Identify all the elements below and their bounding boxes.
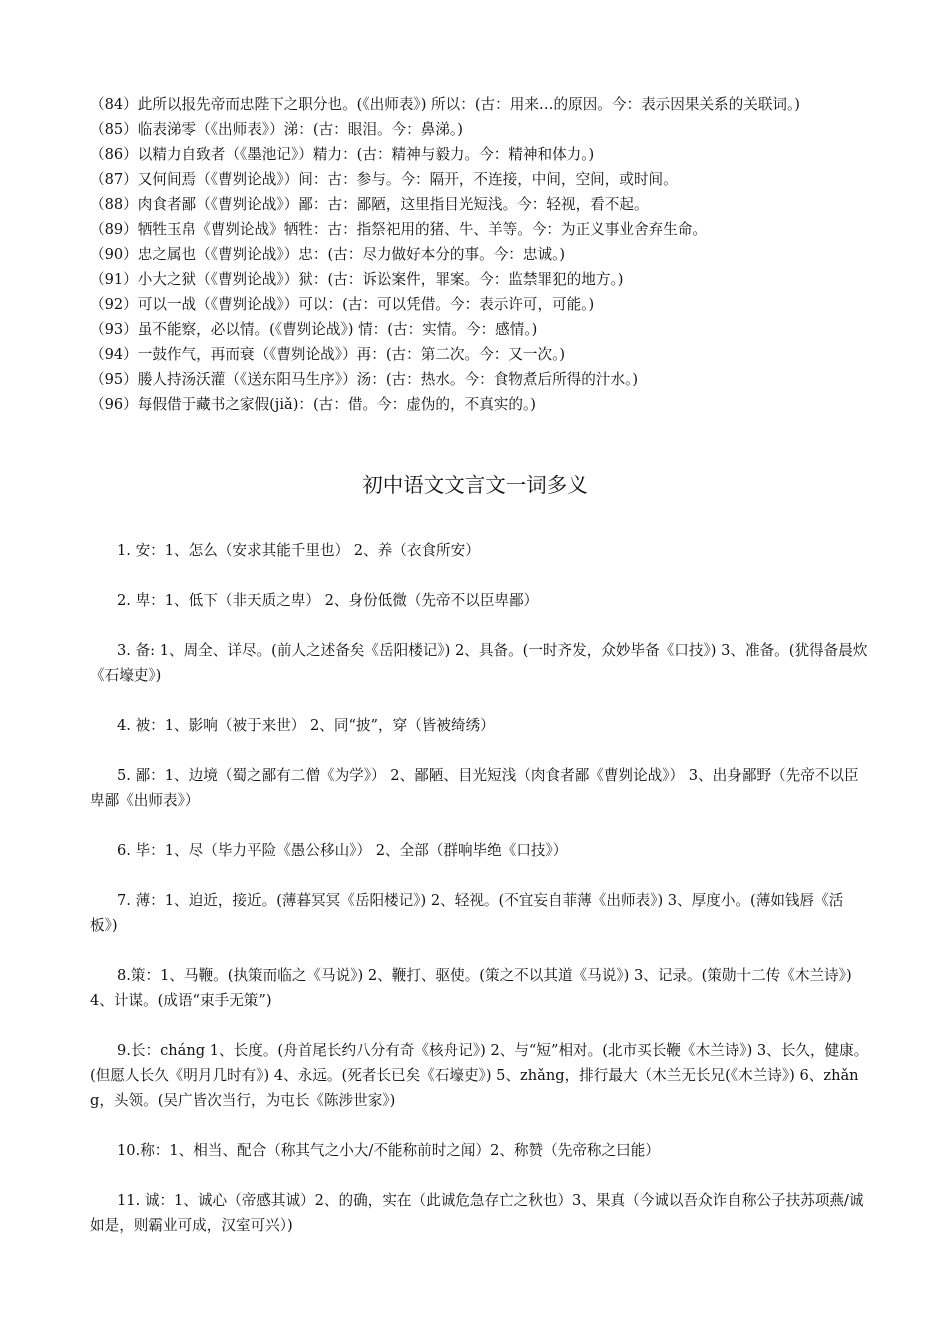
list-item: （86）以精力自致者（《墨池记》）精力：(古：精神与毅力。今：精神和体力。)	[90, 146, 595, 163]
list-item: 4. 被：1、影响（被于来世） 2、同“披”，穿（皆被绮绣）	[117, 717, 495, 734]
list-item: （96）每假借于藏书之家假(jiǎ)：(古：借。今：虚伪的，不真实的。)	[90, 396, 536, 413]
list-item: （89）牺牲玉帛《曹刿论战》牺牲：古：指祭祀用的猪、牛、羊等。今：为正义事业舍弃生命。	[90, 221, 707, 238]
list-item: （88）肉食者鄙（《曹刿论战》）鄙：古：鄙陋，这里指目光短浅。今：轻视，看不起。	[90, 196, 649, 213]
list-item: 11. 诚：1、诚心（帝感其诚）2、的确，实在（此诚危急存亡之秋也）3、果真（今诚以吾众诈自称公子扶苏项燕/诚如是，则霸业可成，汉室可兴）)	[90, 1192, 864, 1234]
list-item: 2. 卑：1、低下（非天质之卑） 2、身份低微（先帝不以臣卑鄙）	[117, 592, 539, 609]
list-item: 3. 备: 1、周全、详尽。(前人之述备矣《岳阳楼记》) 2、具备。(一时齐发，众妙毕备《口技》) 3、准备。(犹得备晨炊《石壕吏》)	[90, 642, 868, 684]
list-item: （84）此所以报先帝而忠陛下之职分也。(《出师表》) 所以：(古：用来…的原因。今：表示因果关系的关联词。)	[90, 96, 800, 113]
gujin-list	[90, 92, 870, 417]
list-item: （87）又何间焉（《曹刿论战》）间：古：参与。今：隔开，不连接，中间，空间，或时间。	[90, 171, 678, 188]
list-item: 8.策：1、马鞭。(执策而临之《马说》) 2、鞭打、驱使。(策之不以其道《马说》) 3、记录。(策勋十二传《木兰诗》) 4、计谋。(成语“束手无策”)	[90, 967, 852, 1009]
list-item: （91）小大之狱（《曹刿论战》）狱：(古：诉讼案件，罪案。今：监禁罪犯的地方。)	[90, 271, 624, 288]
list-item: 6. 毕：1、尽（毕力平险《愚公移山》） 2、全部（群响毕绝《口技》）	[117, 842, 568, 859]
list-item: 7. 薄：1、迫近，接近。(薄暮冥冥《岳阳楼记》) 2、轻视。(不宜妄自菲薄《出师表》) 3、厚度小。(薄如钱唇《活板》)	[90, 892, 844, 934]
section-title: 初中语文文言文一词多义	[362, 473, 588, 497]
list-item: 5. 鄙：1、边境（蜀之鄙有二僧《为学》） 2、鄙陋、目光短浅（肉食者鄙《曹刿论战》） 3、出身鄙野（先帝不以臣卑鄙《出师表》）	[90, 767, 859, 809]
list-item: （95）媵人持汤沃灌（《送东阳马生序》）汤：(古：热水。今：食物煮后所得的汁水。)	[90, 371, 639, 388]
list-item: （85）临表涕零（《出师表》）涕：(古：眼泪。今：鼻涕。)	[90, 121, 463, 138]
list-item: （94）一鼓作气，再而衰（《曹刿论战》）再：(古：第二次。今：又一次。)	[90, 346, 566, 363]
yici-list	[90, 538, 870, 1263]
list-item: 1. 安：1、怎么（安求其能千里也） 2、养（衣食所安）	[117, 542, 480, 559]
list-item: 9.长：cháng 1、长度。(舟首尾长约八分有奇《核舟记》) 2、与“短”相对。(北市买长鞭《木兰诗》) 3、长久，健康。(但愿人长久《明月几时有》) 4、永远。(死者长已矣《石壕吏》) 5、zhǎng，排行最大（木兰无长兄(《木兰诗》) 6、zhǎng，头领。(吴广皆次当行，为屯长《陈涉世家》)	[90, 1042, 869, 1109]
list-item: 10.称：1、相当、配合（称其气之小大/不能称前时之闻）2、称赞（先帝称之曰能）	[117, 1142, 660, 1159]
list-item: （90）忠之属也（《曹刿论战》）忠：(古：尽力做好本分的事。今：忠诚。)	[90, 246, 566, 263]
list-item: （93）虽不能察，必以情。(《曹刿论战》) 情：(古：实情。今：感情。)	[90, 321, 538, 338]
list-item: （92）可以一战（《曹刿论战》）可以：(古：可以凭借。今：表示许可，可能。)	[90, 296, 595, 313]
